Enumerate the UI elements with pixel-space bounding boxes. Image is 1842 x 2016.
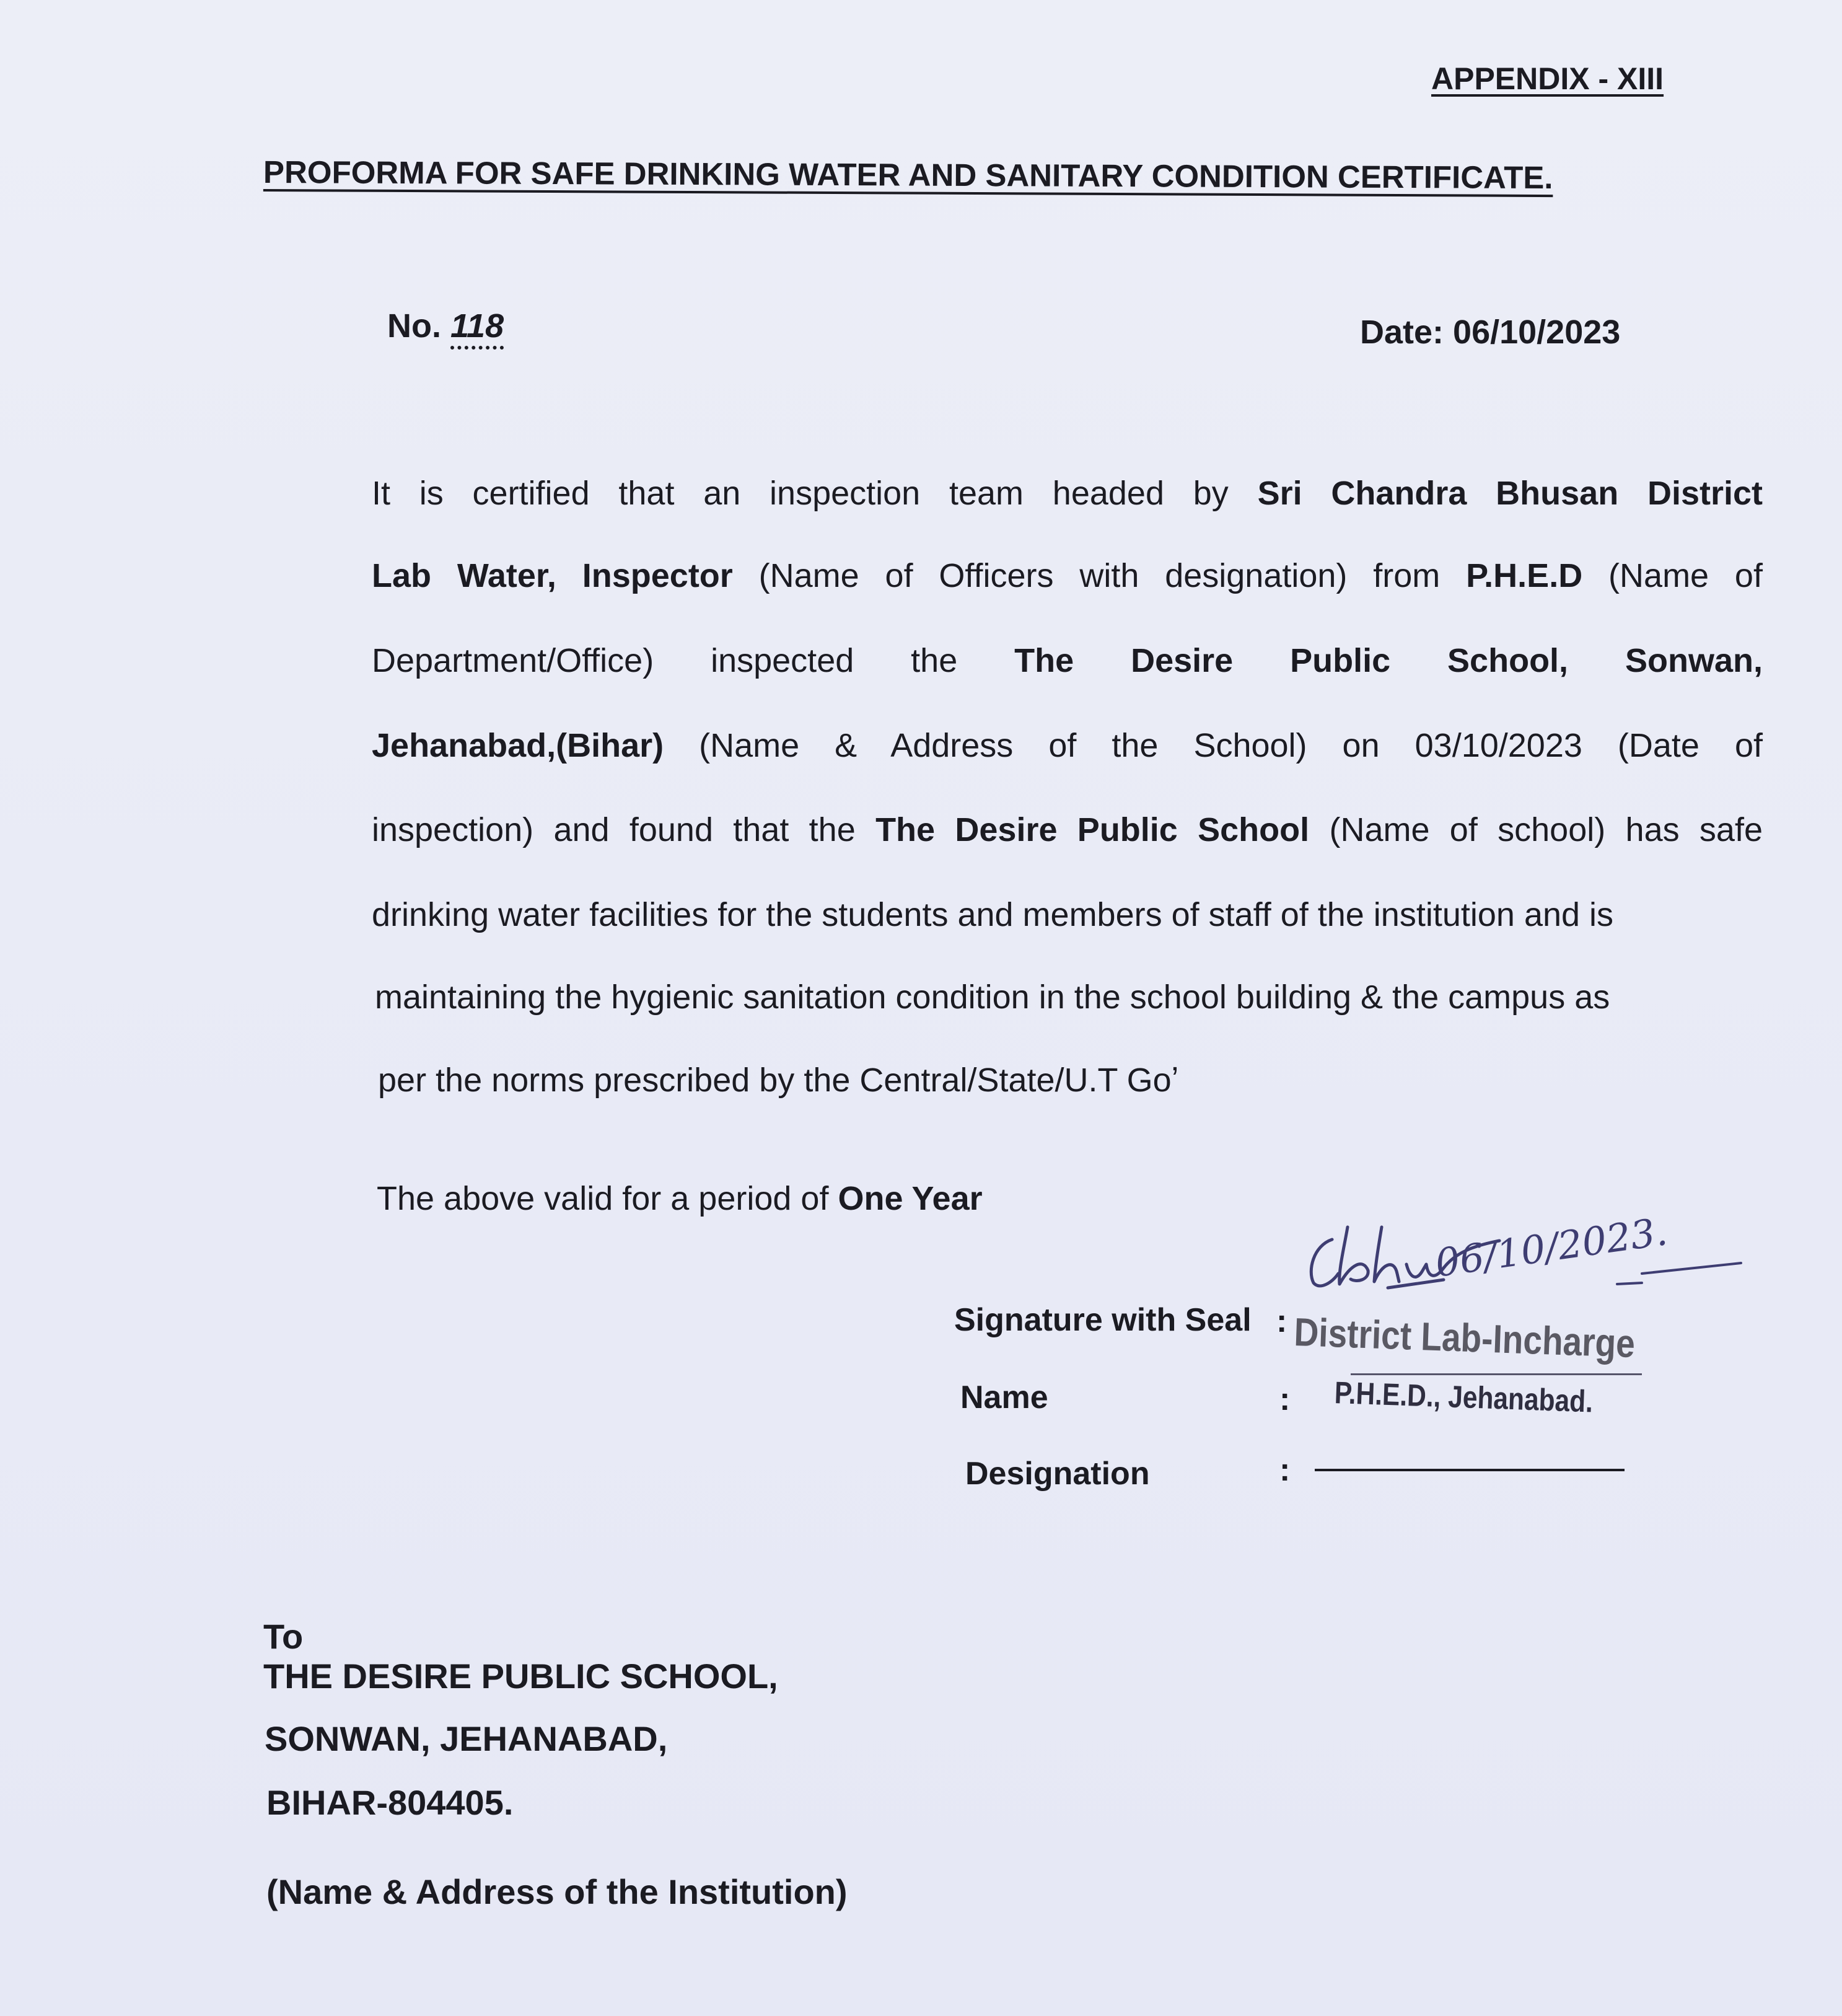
stamp-divider	[1351, 1373, 1642, 1375]
validity-prefix: The above valid for a period of	[377, 1180, 838, 1217]
body-text: inspection) and found that the	[372, 811, 876, 848]
inspector-designation: Lab Water, Inspector	[372, 557, 733, 594]
to-label: To	[263, 1617, 304, 1656]
validity-statement	[377, 1179, 1768, 1218]
certificate-number	[387, 307, 504, 345]
validity-period: One Year	[838, 1180, 983, 1217]
designation-blank	[1315, 1469, 1625, 1471]
school-name: The Desire Public School	[875, 811, 1310, 848]
body-line-8: per the norms prescribed by the Central/State/U.T Goʼ	[378, 1062, 1179, 1099]
body-line-7: maintaining the hygienic sanitation condition in the school building & the campus as	[375, 979, 1610, 1016]
signature-label: Signature with Seal	[954, 1302, 1252, 1338]
inspector-name: Sri Chandra Bhusan District	[1257, 475, 1763, 512]
name-label: Name	[960, 1380, 1048, 1415]
school-name-address: The Desire Public School, Sonwan,	[1014, 642, 1763, 679]
date-value: 06/10/2023	[1453, 314, 1621, 351]
recipient-caption: (Name & Address of the Institution)	[266, 1872, 848, 1911]
body-line-5	[372, 811, 1763, 849]
body-line-2	[372, 557, 1763, 595]
name-colon: :	[1279, 1381, 1291, 1417]
handwritten-signature	[1295, 1208, 1753, 1326]
body-text: It is certified that an inspection team headed by	[372, 475, 1258, 512]
recipient-line-3: BIHAR-804405.	[266, 1783, 514, 1822]
school-location: Jehanabad,(Bihar)	[372, 727, 664, 764]
document-title: PROFORMA FOR SAFE DRINKING WATER AND SANITARY CONDITION CERTIFICATE.	[263, 154, 1553, 196]
appendix-label: APPENDIX - XIII	[1431, 61, 1664, 96]
certificate-date	[1360, 313, 1620, 351]
body-text: (Name of Officers with designation) from	[732, 557, 1467, 594]
signature-colon: :	[1276, 1303, 1287, 1339]
body-line-3	[372, 641, 1763, 680]
stamp-designation: District Lab-Incharge	[1293, 1309, 1636, 1367]
date-label: Date:	[1360, 314, 1444, 351]
body-text: (Name of	[1582, 557, 1763, 594]
body-text: (Name of school) has safe	[1309, 811, 1763, 848]
recipient-line-2: SONWAN, JEHANABAD,	[265, 1719, 668, 1758]
body-text: Department/Office) inspected the	[372, 642, 1015, 679]
body-text: (Name & Address of the School) on 03/10/2023 (Date of	[664, 727, 1763, 764]
number-label: No.	[387, 307, 441, 345]
stamp-office: P.H.E.D., Jehanabad.	[1334, 1375, 1594, 1419]
recipient-line-1: THE DESIRE PUBLIC SCHOOL,	[263, 1657, 778, 1696]
body-line-6: drinking water facilities for the students and members of staff of the institution and is	[372, 896, 1614, 933]
designation-label: Designation	[965, 1456, 1150, 1492]
handwritten-date: 06/10/2023.	[1432, 1208, 1670, 1286]
body-line-1	[372, 474, 1763, 513]
department-name: P.H.E.D	[1466, 557, 1583, 594]
designation-colon: :	[1279, 1452, 1291, 1488]
body-line-4	[372, 726, 1763, 765]
number-value: 118	[450, 307, 504, 350]
